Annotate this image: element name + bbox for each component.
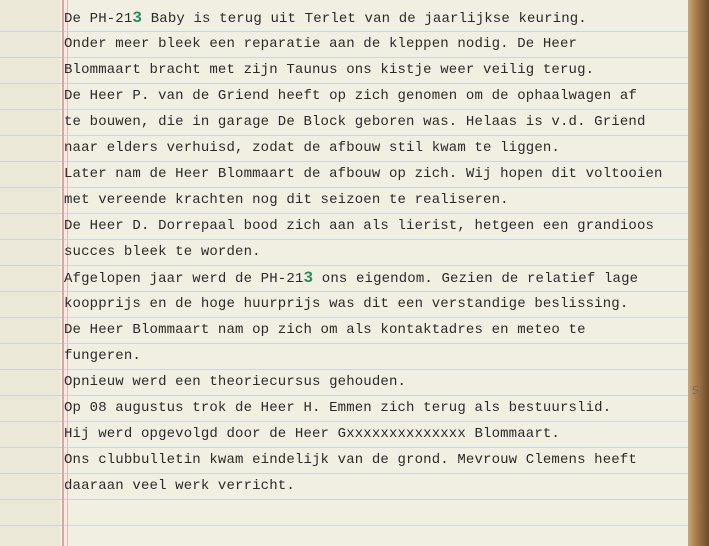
ruled-line [0, 525, 688, 526]
ruled-line [0, 421, 688, 422]
ruled-line [0, 135, 688, 136]
text-line: De Heer P. van de Griend heeft op zich genomen om de ophaalwagen af [64, 88, 637, 104]
ruled-line [0, 109, 688, 110]
ruled-line [0, 57, 688, 58]
text-line: Hij werd opgevolgd door de Heer Gxxxxxxxxxxxxxx Blommaart. [64, 426, 560, 442]
text-line: te bouwen, die in garage De Block geboren was. Helaas is v.d. Griend [64, 114, 646, 130]
handwritten-correction: 3 [132, 9, 143, 27]
ruled-line [0, 343, 688, 344]
text-line: Onder meer bleek een reparatie aan de kleppen nodig. De Heer [64, 36, 578, 52]
text-line: Later nam de Heer Blommaart de afbouw op zich. Wij hopen dit voltooien [64, 166, 663, 182]
ruled-line [0, 473, 688, 474]
ruled-line [0, 447, 688, 448]
text-line: Ons clubbulletin kwam eindelijk van de grond. Mevrouw Clemens heeft [64, 452, 637, 468]
ruled-line [0, 499, 688, 500]
text-line: daaraan veel werk verricht. [64, 478, 295, 494]
ruled-line [0, 369, 688, 370]
text-line: Opnieuw werd een theoriecursus gehouden. [64, 374, 407, 390]
ruled-line [0, 83, 688, 84]
ruled-line [0, 291, 688, 292]
ruled-line [0, 239, 688, 240]
text-line: Op 08 augustus trok de Heer H. Emmen zich terug als bestuurslid. [64, 400, 612, 416]
text-line: met vereende krachten nog dit seizoen te realiseren. [64, 192, 509, 208]
ruled-line [0, 395, 688, 396]
ruled-line [0, 31, 688, 32]
ruled-line [0, 161, 688, 162]
text-line: koopprijs en de hoge huurprijs was dit een verstandige beslissing. [64, 296, 629, 312]
text-line: succes bleek te worden. [64, 244, 261, 260]
text-line: De Heer D. Dorrepaal bood zich aan als lierist, hetgeen een grandioos [64, 218, 655, 234]
text-line: fungeren. [64, 348, 141, 364]
ruled-line [0, 265, 688, 266]
ruled-line [0, 213, 688, 214]
text-line: Blommaart bracht met zijn Taunus ons kistje weer veilig terug. [64, 62, 595, 78]
ruled-line [0, 187, 688, 188]
ruled-line [0, 317, 688, 318]
handwritten-correction: 3 [303, 269, 314, 287]
left-margin-area [0, 0, 60, 546]
text-line: De PH-213 Baby is terug uit Terlet van de jaarlijkse keuring. [64, 9, 587, 27]
text-line: De Heer Blommaart nam op zich om als kontaktadres en meteo te [64, 322, 586, 338]
edge-mark: S [692, 384, 699, 397]
text-line: Afgelopen jaar werd de PH-213 ons eigendom. Gezien de relatief lage [64, 269, 639, 287]
page-edge [688, 0, 709, 546]
text-line: naar elders verhuisd, zodat de afbouw stil kwam te liggen. [64, 140, 560, 156]
